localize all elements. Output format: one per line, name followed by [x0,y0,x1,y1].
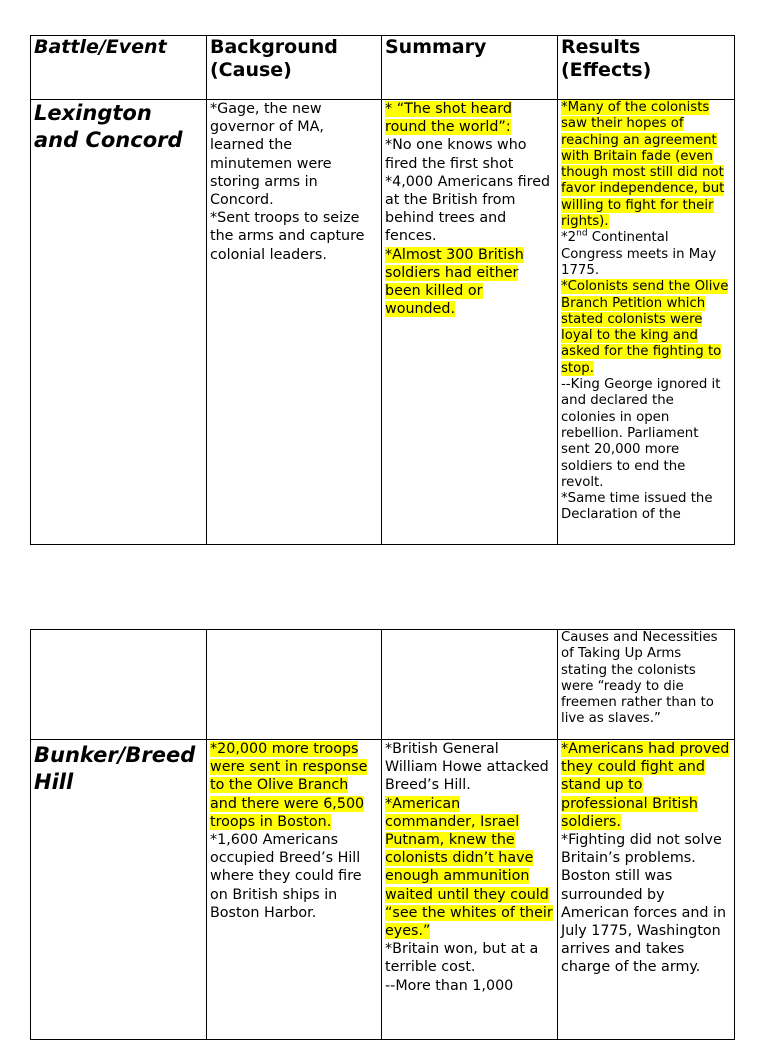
text-paragraph: Causes and Necessities of Taking Up Arms stating the colonists were “ready to die freemen rather than to live as slaves.” [561,630,718,727]
empty-cell [207,630,382,740]
text-paragraph: *Gage, the new governor of MA, learned the minutemen were storing arms in Concord. [210,101,332,209]
text-paragraph: *Same time issued the Declaration of the [561,491,713,523]
highlighted-text: *Americans had proved they could fight and stand up to professional British soldiers. [561,741,730,830]
table-2 [30,629,735,1040]
text-paragraph: *No one knows who fired the first shot [385,137,527,172]
bunker-results [558,740,735,1040]
text-paragraph: *4,000 Americans fired at the British from behind trees and fences. [385,173,551,245]
highlighted-text: *Almost 300 British soldiers had either been killed or wounded. [385,246,524,318]
empty-cell [31,630,207,740]
text-paragraph: --More than 1,000 [385,977,514,994]
table-1 [30,35,735,545]
table-row-lexington [31,100,735,545]
bunker-background [207,740,382,1040]
lexington-results [558,100,735,545]
text-paragraph: --King George ignored it and declared the colonies in open rebellion. Parliament sent 20,000 more soldiers to end the revolt. [561,377,721,490]
highlighted-text: *20,000 more troops were sent in response to the Olive Branch and there were 6,500 troops in Boston. [210,741,368,830]
highlighted-text: * “The shot heard round the world”: [385,101,512,136]
text-paragraph: *1,600 Americans occupied Breed’s Hill where they could fire on British ships in Boston Harbor. [210,832,362,921]
table-row-continuation [31,630,735,740]
lexington-background [207,100,382,545]
header-event: Battle/Event [31,36,207,100]
header-results: Results (Effects) [558,36,735,100]
header-background: Background (Cause) [207,36,382,100]
text-paragraph: *British General William Howe attacked Breed’s Hill. [385,741,549,794]
continuation-results [558,630,735,740]
event-lexington: Lexington and Concord [31,100,207,545]
header-summary: Summary [382,36,558,100]
event-bunker: Bunker/Breed Hill [31,740,207,1040]
highlighted-text: *American commander, Israel Putnam, knew the colonists didn’t have enough ammunition waited until they could “see the whites of their eyes.” [385,795,553,940]
highlighted-text: *Colonists send the Olive Branch Petition which stated colonists were loyal to the king and asked for the fighting to stop. [561,279,729,376]
empty-cell [382,630,558,740]
text-paragraph: *Britain won, but at a terrible cost. [385,941,539,976]
text-paragraph: *Sent troops to seize the arms and capture colonial leaders. [210,210,365,263]
lexington-summary [382,100,558,545]
table-row-bunker [31,740,735,1040]
highlighted-text: *Many of the colonists saw their hopes of reaching an agreement with Britain fade (even though most still did not favor independence, but willing to fight for their rights). [561,100,725,230]
bunker-summary [382,740,558,1040]
text-paragraph: *Fighting did not solve Britain’s problems. Boston still was surrounded by American forces and in July 1775, Washington arrives and takes charge of the army. [561,832,727,976]
text-paragraph: *2nd Continental Congress meets in May 1775. [561,228,717,278]
header-row [31,36,735,100]
